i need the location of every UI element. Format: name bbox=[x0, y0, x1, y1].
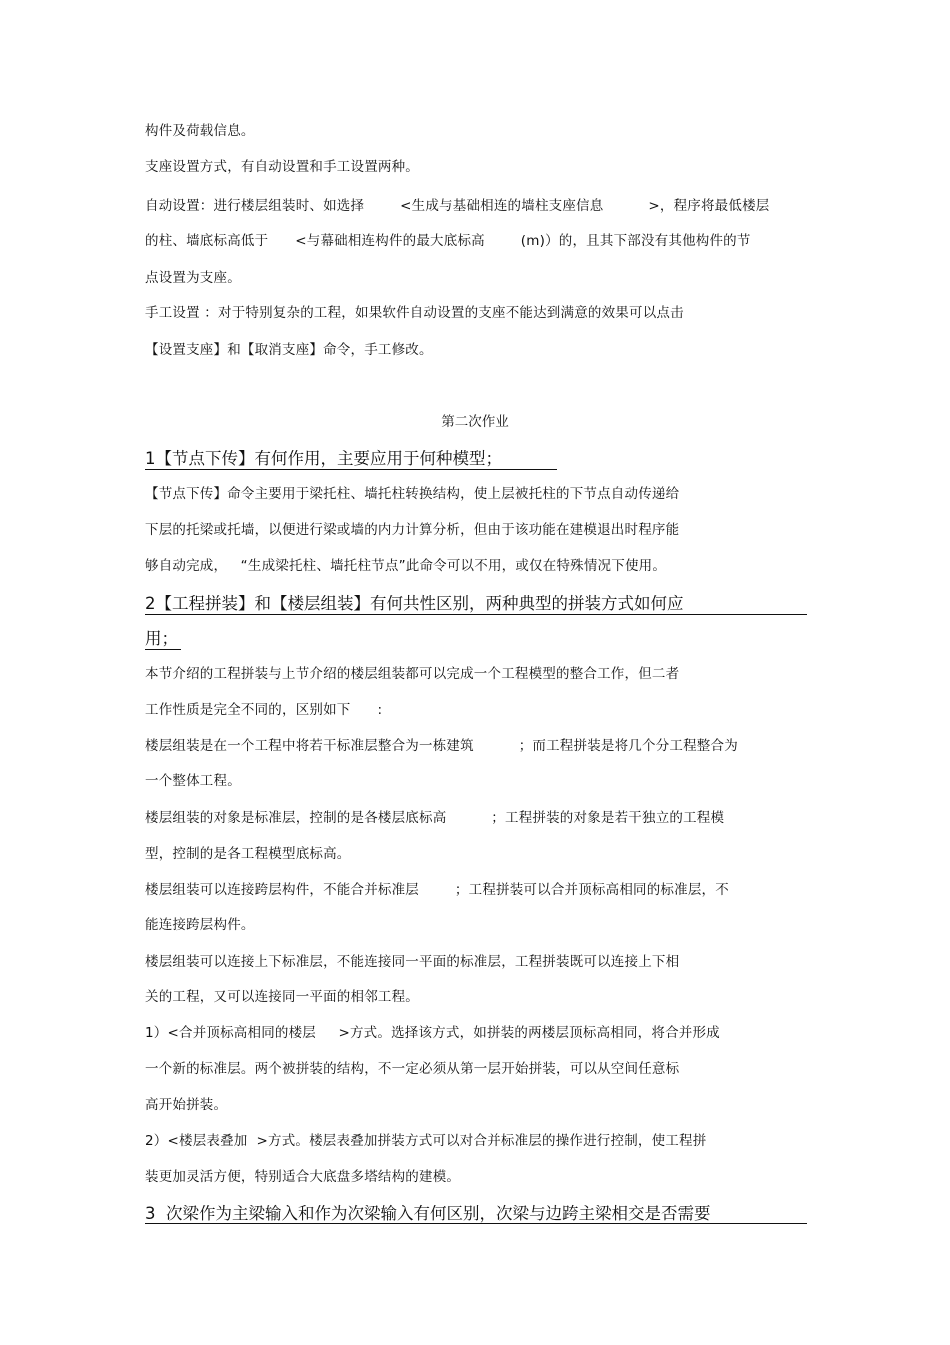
body-text-line: 【设置支座】和【取消支座】命令，手工修改。 bbox=[145, 342, 433, 358]
question-1-heading: 1【节点下传】有何作用，主要应用于何种模型； bbox=[145, 449, 502, 468]
question-3-heading: 3 次梁作为主梁输入和作为次梁输入有何区别，次梁与边跨主梁相交是否需要 bbox=[145, 1204, 711, 1223]
body-text-line: 点设置为支座。 bbox=[145, 270, 241, 286]
body-text-line: 工作性质是完全不同的，区别如下 : bbox=[145, 702, 383, 718]
body-text-line: 楼层组装是在一个工程中将若干标准层整合为一栋建筑 ；而工程拼装是将几个分工程整合为 bbox=[145, 738, 738, 754]
question-1-underline bbox=[145, 469, 557, 470]
body-text-line: 下层的托梁或托墙，以便进行梁或墙的内力计算分析，但由于该功能在建模退出时程序能 bbox=[145, 522, 680, 538]
body-text-line: 一个新的标准层。两个被拼装的结构，不一定必须从第一层开始拼装，可以从空间任意标 bbox=[145, 1061, 680, 1077]
question-2-heading: 2【工程拼装】和【楼层组装】有何共性区别，两种典型的拼装方式如何应 bbox=[145, 594, 684, 613]
body-text-line: 的柱、墙底标高低于 <与幕础相连构件的最大底标高 (m)）的，且其下部没有其他构件的节 bbox=[145, 233, 751, 249]
body-text-line: 能连接跨层构件。 bbox=[145, 917, 255, 933]
body-text-line: 型，控制的是各工程模型底标高。 bbox=[145, 846, 351, 862]
question-3-underline bbox=[145, 1223, 807, 1224]
body-text-line: 高开始拼装。 bbox=[145, 1097, 228, 1113]
body-text-line: 楼层组装可以连接跨层构件，不能合并标准层 ；工程拼装可以合并顶标高相同的标准层，不 bbox=[145, 882, 729, 898]
question-2-heading-cont: 用； bbox=[145, 629, 178, 648]
body-text-line: 关的工程，又可以连接同一平面的相邻工程。 bbox=[145, 989, 419, 1005]
body-text-line: 手工设置 ：对于特别复杂的工程，如果软件自动设置的支座不能达到满意的效果可以点击 bbox=[145, 305, 684, 321]
body-text-line: 本节介绍的工程拼装与上节介绍的楼层组装都可以完成一个工程模型的整合工作，但二者 bbox=[145, 666, 680, 682]
body-text-line: 楼层组装的对象是标准层，控制的是各楼层底标高 ；工程拼装的对象是若干独立的工程模 bbox=[145, 810, 725, 826]
body-text-line: 1）<合并顶标高相同的楼层 >方式。选择该方式，如拼装的两楼层顶标高相同，将合并形成 bbox=[145, 1025, 720, 1041]
body-text-line: 楼层组装可以连接上下标准层，不能连接同一平面的标准层，工程拼装既可以连接上下相 bbox=[145, 954, 680, 970]
body-text-line: 2）<楼层表叠加 >方式。楼层表叠加拼装方式可以对合并标准层的操作进行控制，使工程拼 bbox=[145, 1133, 707, 1149]
body-text-line: 【节点下传】命令主要用于梁托柱、墙托柱转换结构，使上层被托柱的下节点自动传递给 bbox=[145, 486, 680, 502]
body-text-line: 支座设置方式，有自动设置和手工设置两种。 bbox=[145, 159, 419, 175]
body-text-line: 够自动完成， “生成梁托柱、墙托柱节点”此命令可以不用，或仅在特殊情况下使用。 bbox=[145, 558, 667, 574]
body-text-line: 自动设置：进行楼层组装时、如选择 <生成与基础相连的墙柱支座信息 >，程序将最低楼层 bbox=[145, 198, 770, 214]
body-text-line: 一个整体工程。 bbox=[145, 773, 241, 789]
section-title: 第二次作业 bbox=[441, 414, 509, 430]
question-2-underline bbox=[145, 649, 181, 650]
body-text-line: 构件及荷载信息。 bbox=[145, 123, 255, 139]
body-text-line: 装更加灵活方便，特别适合大底盘多塔结构的建模。 bbox=[145, 1169, 461, 1185]
question-2-underline bbox=[145, 614, 807, 615]
